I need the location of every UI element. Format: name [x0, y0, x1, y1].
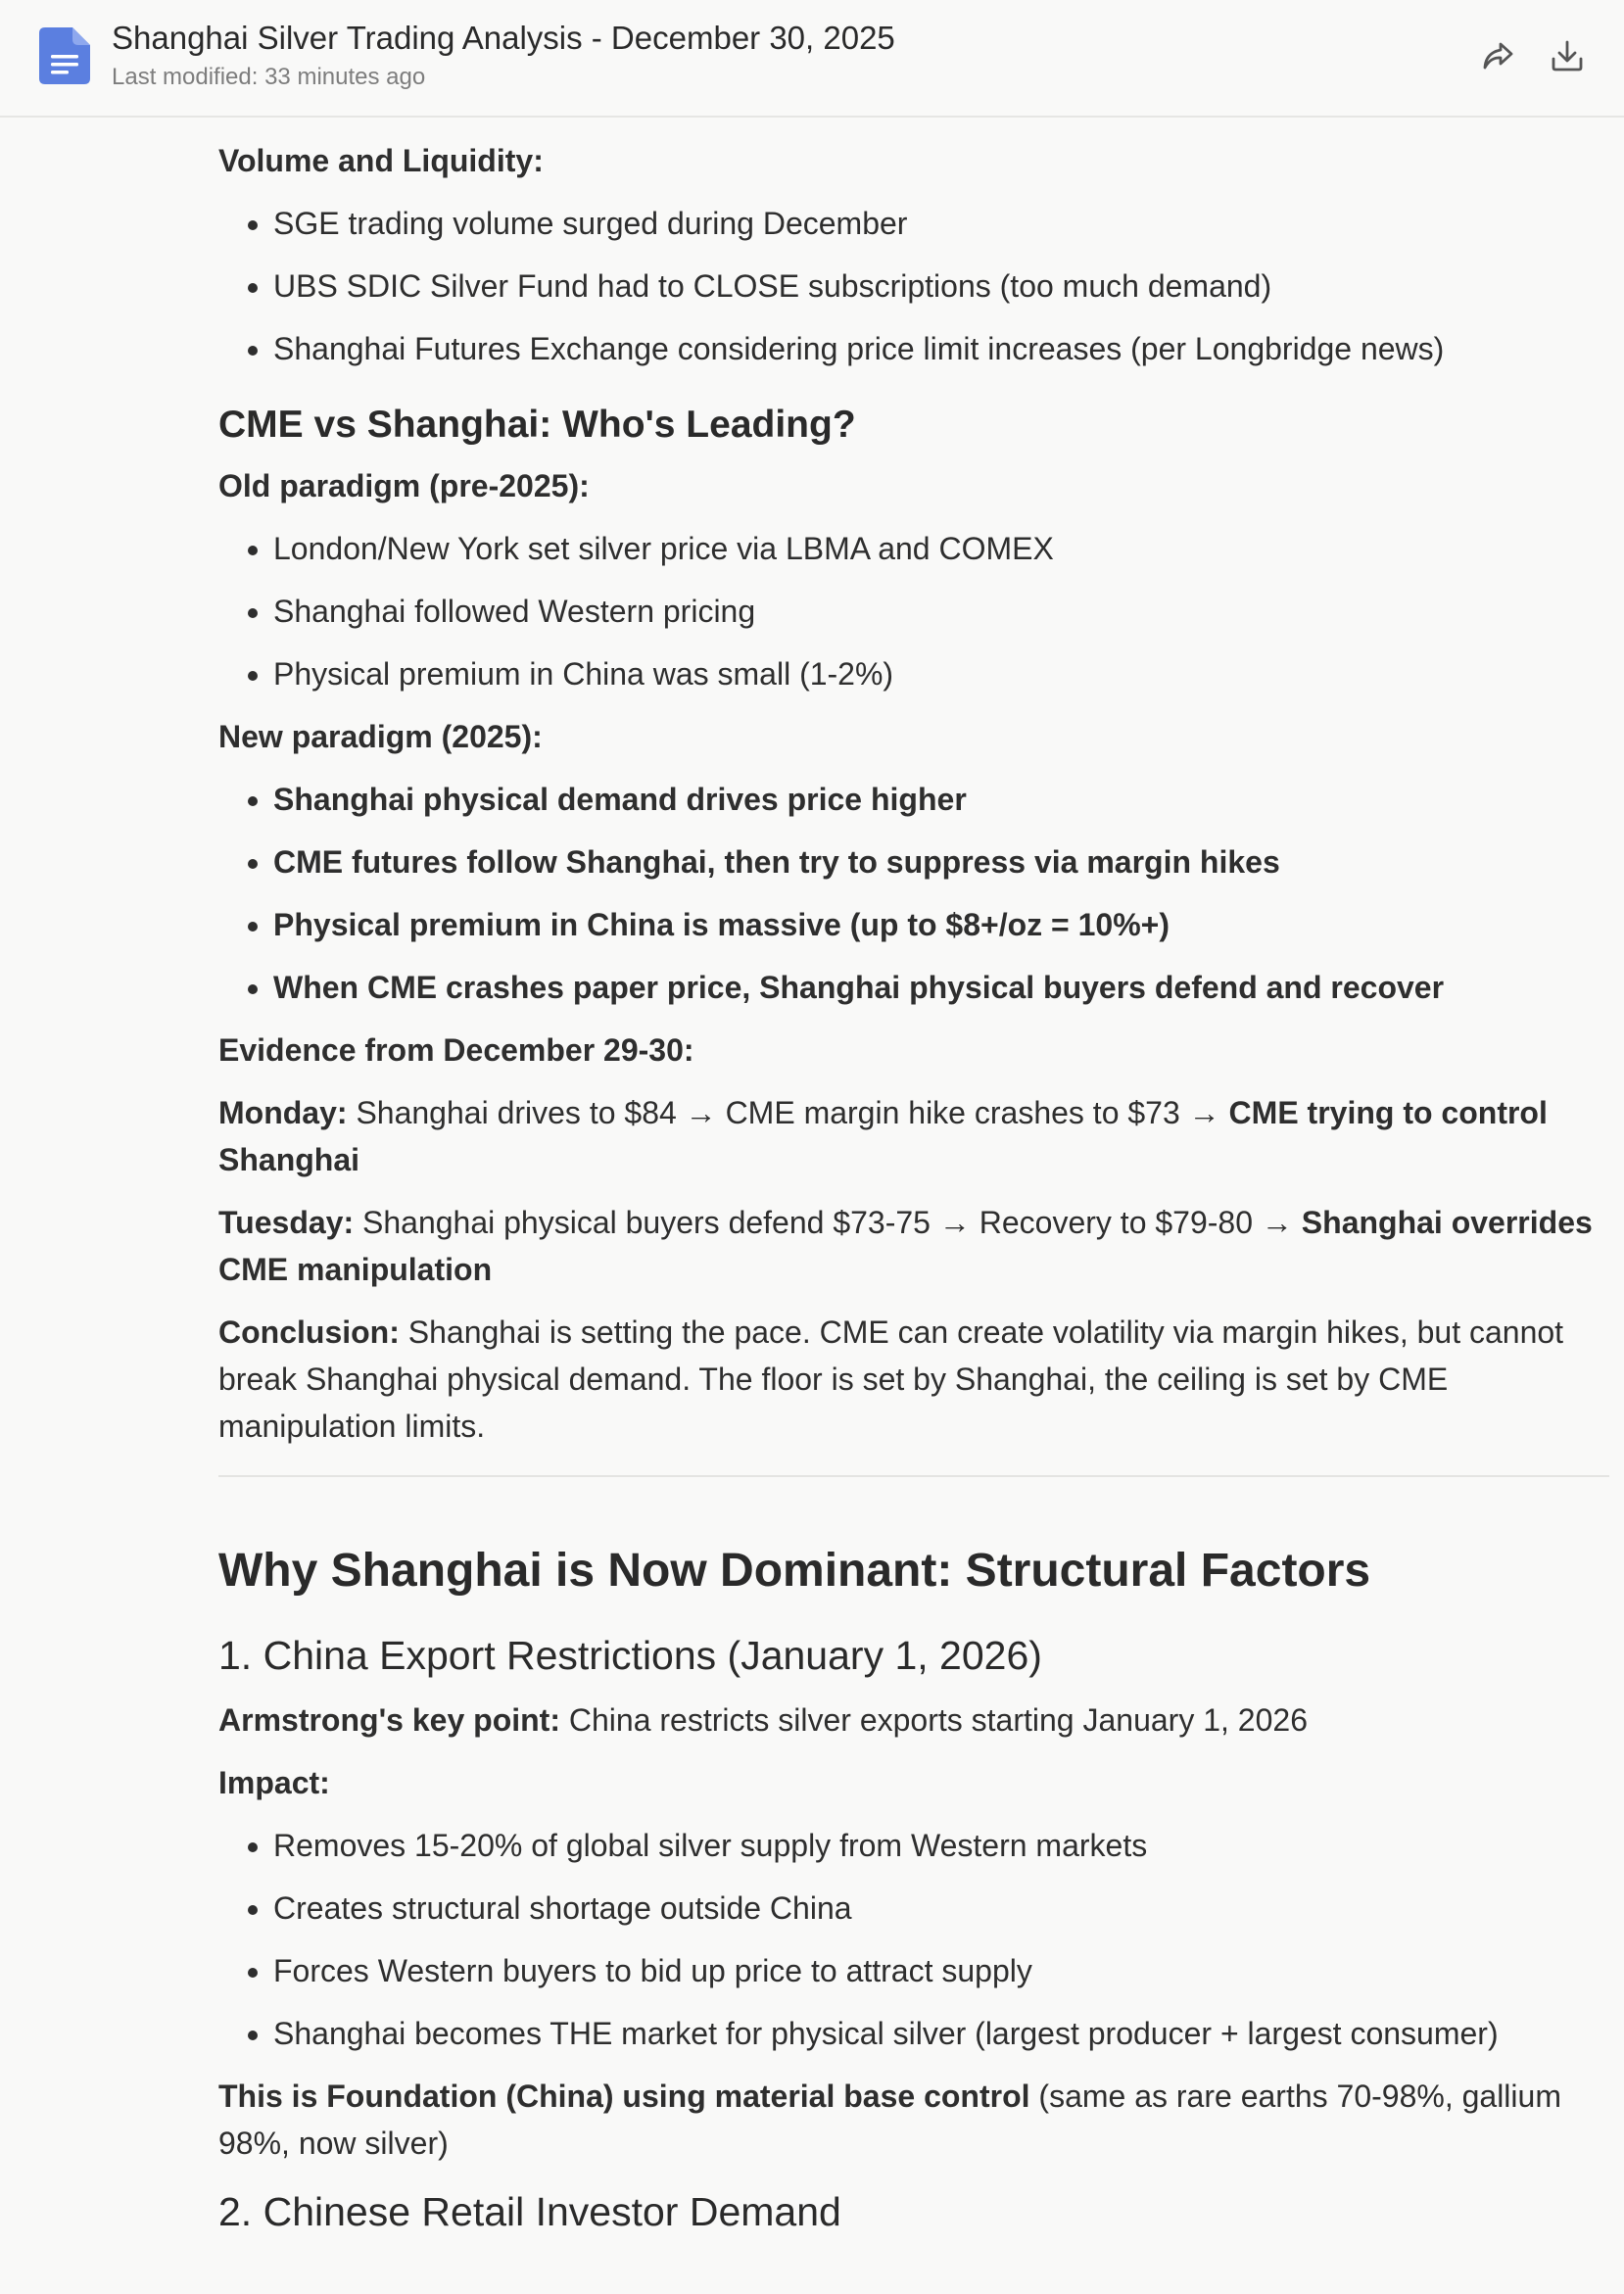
last-modified: Last modified: 33 minutes ago [112, 64, 426, 90]
subsection-heading-export: 1. China Export Restrictions (January 1, 2026) [218, 1633, 1042, 1678]
tuesday-emphasis: Shanghai overrides CME manipulation [218, 1205, 1593, 1287]
list-item: • Physical premium in China is massive (up to $8+/oz = 10%+) [273, 901, 1609, 948]
download-icon [1547, 35, 1588, 76]
tuesday-text: Shanghai physical buyers defend $73-75 → Recovery to $79-80 → [354, 1205, 1302, 1240]
new-paradigm-list [218, 776, 1609, 1011]
list-item: • Physical premium in China was small (1-2%) [273, 650, 1609, 697]
document-title: Shanghai Silver Trading Analysis - December 30, 2025 [112, 20, 895, 56]
list-item: • Forces Western buyers to bid up price to attract supply [273, 1947, 1609, 1994]
document-icon [39, 27, 90, 84]
list-item: • SGE trading volume surged during December [273, 200, 1609, 247]
volume-label: Volume and Liquidity: [218, 143, 544, 178]
foundation-bold: This is Foundation (China) using material base control [218, 2079, 1030, 2114]
foundation-text: (same as rare earths 70-98%, gallium 98%, now silver) [218, 2079, 1561, 2161]
section-heading-why: Why Shanghai is Now Dominant: Structural Factors [218, 1545, 1371, 1597]
list-item: • Shanghai Futures Exchange considering price limit increases (per Longbridge news) [273, 325, 1609, 372]
evidence-label: Evidence from December 29-30: [218, 1032, 694, 1068]
list-item: • Creates structural shortage outside China [273, 1885, 1609, 1932]
foundation-paragraph [218, 2073, 1609, 2167]
list-item: • Shanghai becomes THE market for physical silver (largest producer + largest consumer) [273, 2010, 1609, 2057]
document-header [0, 0, 1624, 118]
monday-paragraph [218, 1089, 1609, 1183]
conclusion-label: Conclusion: [218, 1314, 400, 1350]
key-point-text: China restricts silver exports starting January 1, 2026 [559, 1702, 1308, 1738]
download-button[interactable] [1547, 35, 1588, 76]
section-divider [218, 1475, 1609, 1477]
list-item: • Shanghai physical demand drives price higher [273, 776, 1609, 823]
impact-label: Impact: [218, 1765, 330, 1800]
document-body [218, 137, 1609, 2253]
list-item: • London/New York set silver price via LBMA and COMEX [273, 525, 1609, 572]
list-item: • Shanghai followed Western pricing [273, 588, 1609, 635]
monday-label: Monday: [218, 1095, 348, 1130]
tuesday-label: Tuesday: [218, 1205, 355, 1240]
key-point-paragraph [218, 1697, 1609, 1744]
impact-list [218, 1822, 1609, 2057]
section-heading-cme: CME vs Shanghai: Who's Leading? [218, 404, 856, 446]
volume-list [218, 200, 1609, 372]
new-paradigm-label: New paradigm (2025): [218, 719, 543, 754]
share-icon [1477, 35, 1518, 76]
list-item: • CME futures follow Shanghai, then try to suppress via margin hikes [273, 838, 1609, 885]
list-item: • When CME crashes paper price, Shanghai physical buyers defend and recover [273, 964, 1609, 1011]
old-paradigm-label: Old paradigm (pre-2025): [218, 468, 590, 503]
list-item: • Removes 15-20% of global silver supply from Western markets [273, 1822, 1609, 1869]
old-paradigm-list [218, 525, 1609, 697]
share-button[interactable] [1477, 35, 1518, 76]
list-item: • UBS SDIC Silver Fund had to CLOSE subscriptions (too much demand) [273, 263, 1609, 310]
conclusion-paragraph [218, 1309, 1609, 1450]
key-point-label: Armstrong's key point: [218, 1702, 560, 1738]
monday-emphasis: CME trying to control Shanghai [218, 1095, 1548, 1177]
subsection-heading-retail: 2. Chinese Retail Investor Demand [218, 2189, 841, 2234]
tuesday-paragraph [218, 1199, 1609, 1293]
monday-text: Shanghai drives to $84 → CME margin hike crashes to $73 → [347, 1095, 1229, 1130]
conclusion-text: Shanghai is setting the pace. CME can create volatility via margin hikes, but cannot break Shanghai physical demand. The floor is set by Shanghai, the ceiling is set by CME manipulation limits. [218, 1314, 1564, 1444]
